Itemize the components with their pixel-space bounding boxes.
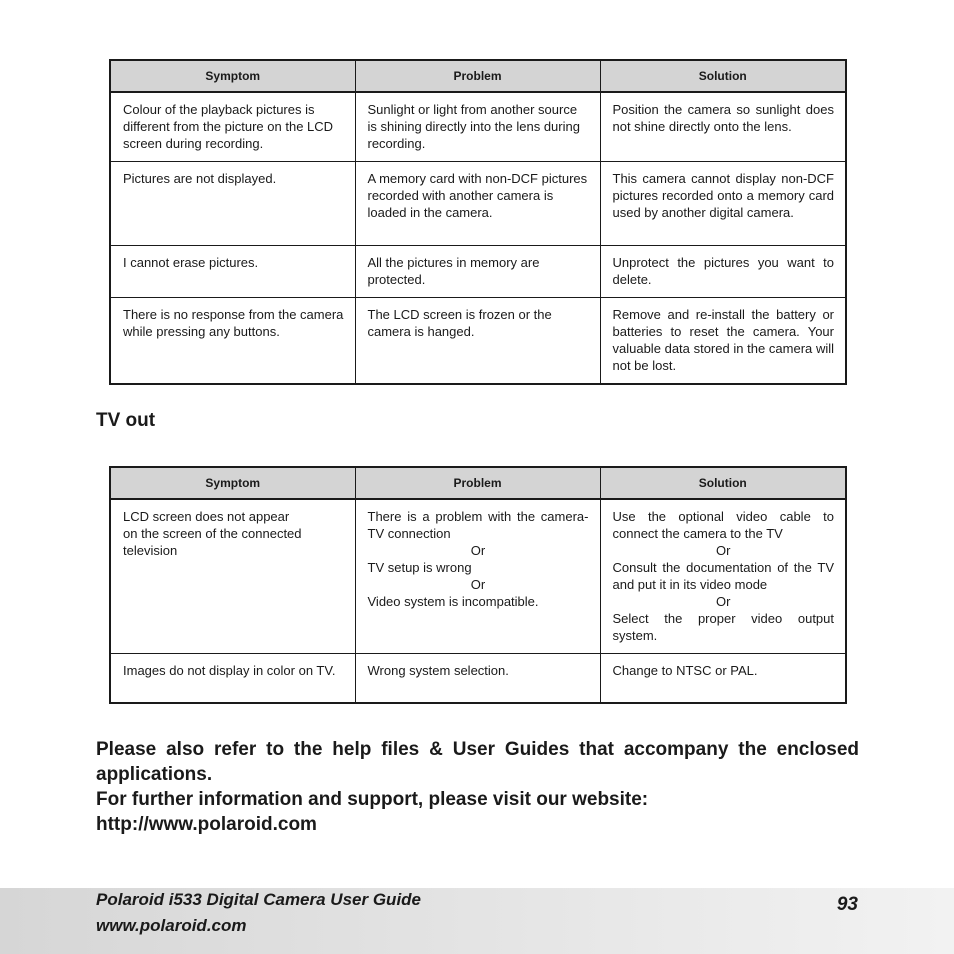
table-header-row (110, 467, 846, 499)
table-row (110, 162, 846, 246)
page-footer (0, 888, 954, 954)
symptom-cell: There is no response from the camera while pressing any buttons. (110, 298, 355, 385)
table-row (110, 654, 846, 704)
problem-cell: A memory card with non-DCF pictures recorded with another camera is loaded in the camera. (355, 162, 600, 246)
solution-cell: Change to NTSC or PAL. (600, 654, 846, 704)
column-header-solution: Solution (600, 467, 846, 499)
solution-cell (600, 499, 846, 654)
section-heading: TV out (96, 410, 156, 431)
solution-cell: Position the camera so sunlight does not shine directly onto the lens. (600, 92, 846, 162)
guide-title: Polaroid i533 Digital Camera User Guide (96, 890, 422, 909)
solution-text: Consult the documentation of the TV and put it in its video mode (612, 560, 834, 592)
table-row (110, 499, 846, 654)
problem-text: TV setup is wrong (367, 560, 472, 575)
column-header-solution: Solution (600, 60, 846, 92)
symptom-line: television (123, 543, 178, 558)
solution-text: Select the proper video output system. (612, 611, 834, 643)
symptom-cell (110, 499, 355, 654)
symptom-line: on the screen of the connected (123, 526, 302, 541)
column-header-problem: Problem (355, 467, 600, 499)
support-note: For further information and support, please visit our website: (96, 789, 649, 810)
solution-cell: Unprotect the pictures you want to delete. (600, 246, 846, 298)
problem-cell: All the pictures in memory are protected. (355, 246, 600, 298)
table-header-row (110, 60, 846, 92)
symptom-cell: I cannot erase pictures. (110, 246, 355, 298)
solution-text: Use the optional video cable to connect the camera to the TV (612, 509, 834, 541)
closing-note (96, 737, 859, 837)
table-row (110, 92, 846, 162)
solution-cell: Remove and re-install the battery or batteries to reset the camera. Your valuable data stored in the camera will not be lost. (600, 298, 846, 385)
problem-cell: The LCD screen is frozen or the camera is hanged. (355, 298, 600, 385)
solution-cell: This camera cannot display non-DCF pictures recorded onto a memory card used by another digital camera. (600, 162, 846, 246)
column-header-problem: Problem (355, 60, 600, 92)
or-separator: Or (716, 543, 731, 558)
tv-out-table (109, 466, 847, 704)
symptom-cell: Colour of the playback pictures is different from the picture on the LCD screen during recording. (110, 92, 355, 162)
symptom-cell: Pictures are not displayed. (110, 162, 355, 246)
problem-cell: Wrong system selection. (355, 654, 600, 704)
table-row (110, 246, 846, 298)
table-row (110, 298, 846, 385)
or-separator: Or (716, 594, 731, 609)
footer-url[interactable]: www.polaroid.com (96, 916, 247, 935)
problem-text: Video system is incompatible. (367, 594, 539, 609)
column-header-symptom: Symptom (110, 60, 355, 92)
symptom-cell: Images do not display in color on TV. (110, 654, 355, 704)
problem-cell (355, 499, 600, 654)
troubleshooting-table (109, 59, 847, 385)
column-header-symptom: Symptom (110, 467, 355, 499)
symptom-line: LCD screen does not appear (123, 509, 290, 524)
or-separator: Or (470, 543, 486, 558)
or-separator: Or (470, 577, 486, 592)
help-files-note: Please also refer to the help files & User Guides that accompany the enclosed applications. (96, 739, 859, 785)
problem-cell: Sunlight or light from another source is shining directly into the lens during recording. (355, 92, 600, 162)
website-link[interactable]: http://www.polaroid.com (96, 814, 317, 835)
page-number: 93 (836, 894, 858, 915)
problem-text: There is a problem with the camera-TV connection (367, 509, 589, 541)
